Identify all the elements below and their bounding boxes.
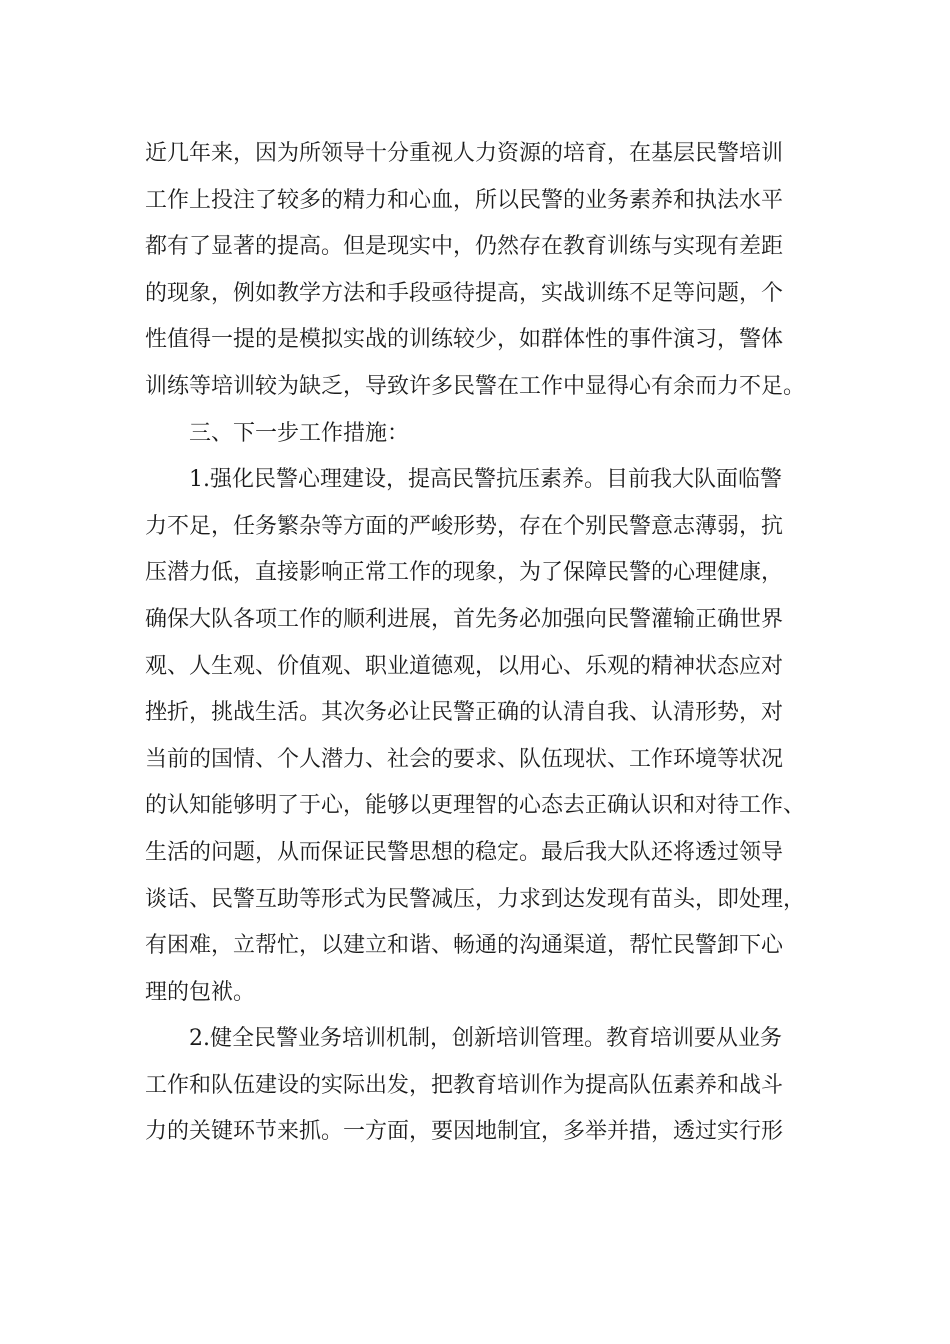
text-line: 工作和队伍建设的实际出发，把教育培训作为提高队伍素养和战斗 — [145, 1072, 784, 1098]
section-heading: 三、下一步工作措施： — [189, 420, 410, 446]
text-line: 性值得一提的是模拟实战的训练较少，如群体性的事件演习，警体 — [145, 327, 784, 353]
text-line: 都有了显著的提高。但是现实中，仍然存在教育训练与实现有差距 — [145, 234, 784, 260]
text-line: 压潜力低，直接影响正常工作的现象，为了保障民警的心理健康， — [145, 560, 784, 586]
text-line: 1.强化民警心理建设，提高民警抗压素养。目前我大队面临警 — [189, 467, 782, 493]
document-body — [145, 131, 805, 1156]
text-line: 训练等培训较为缺乏，导致许多民警在工作中显得心有余而力不足。 — [145, 373, 806, 399]
text-line: 生活的问题，从而保证民警思想的稳定。最后我大队还将透过领导 — [145, 839, 784, 865]
text-line: 2.健全民警业务培训机制，创新培训管理。教育培训要从业务 — [189, 1026, 782, 1052]
text-line: 确保大队各项工作的顺利进展，首先务必加强向民警灌输正确世界 — [145, 606, 784, 632]
text-line: 挫折，挑战生活。其次务必让民警正确的认清自我、认清形势，对 — [145, 700, 784, 726]
text-line: 观、人生观、价值观、职业道德观，以用心、乐观的精神状态应对 — [145, 653, 784, 679]
text-line: 的现象，例如教学方法和手段亟待提高，实战训练不足等问题，个 — [145, 280, 784, 306]
text-line: 理的包袱。 — [145, 979, 256, 1005]
text-line: 有困难，立帮忙，以建立和谐、畅通的沟通渠道，帮忙民警卸下心 — [145, 933, 784, 959]
text-line: 谈话、民警互助等形式为民警减压，力求到达发现有苗头，即处理， — [145, 886, 806, 912]
text-line: 的认知能够明了于心，能够以更理智的心态去正确认识和对待工作、 — [145, 793, 806, 819]
text-line: 工作上投注了较多的精力和心血，所以民警的业务素养和执法水平 — [145, 187, 784, 213]
text-line: 力不足，任务繁杂等方面的严峻形势，存在个别民警意志薄弱，抗 — [145, 513, 784, 539]
text-line: 当前的国情、个人潜力、社会的要求、队伍现状、工作环境等状况 — [145, 746, 784, 772]
text-line: 近几年来，因为所领导十分重视人力资源的培育，在基层民警培训 — [145, 141, 784, 166]
text-line: 力的关键环节来抓。一方面，要因地制宜，多举并措，透过实行形 — [145, 1119, 784, 1145]
